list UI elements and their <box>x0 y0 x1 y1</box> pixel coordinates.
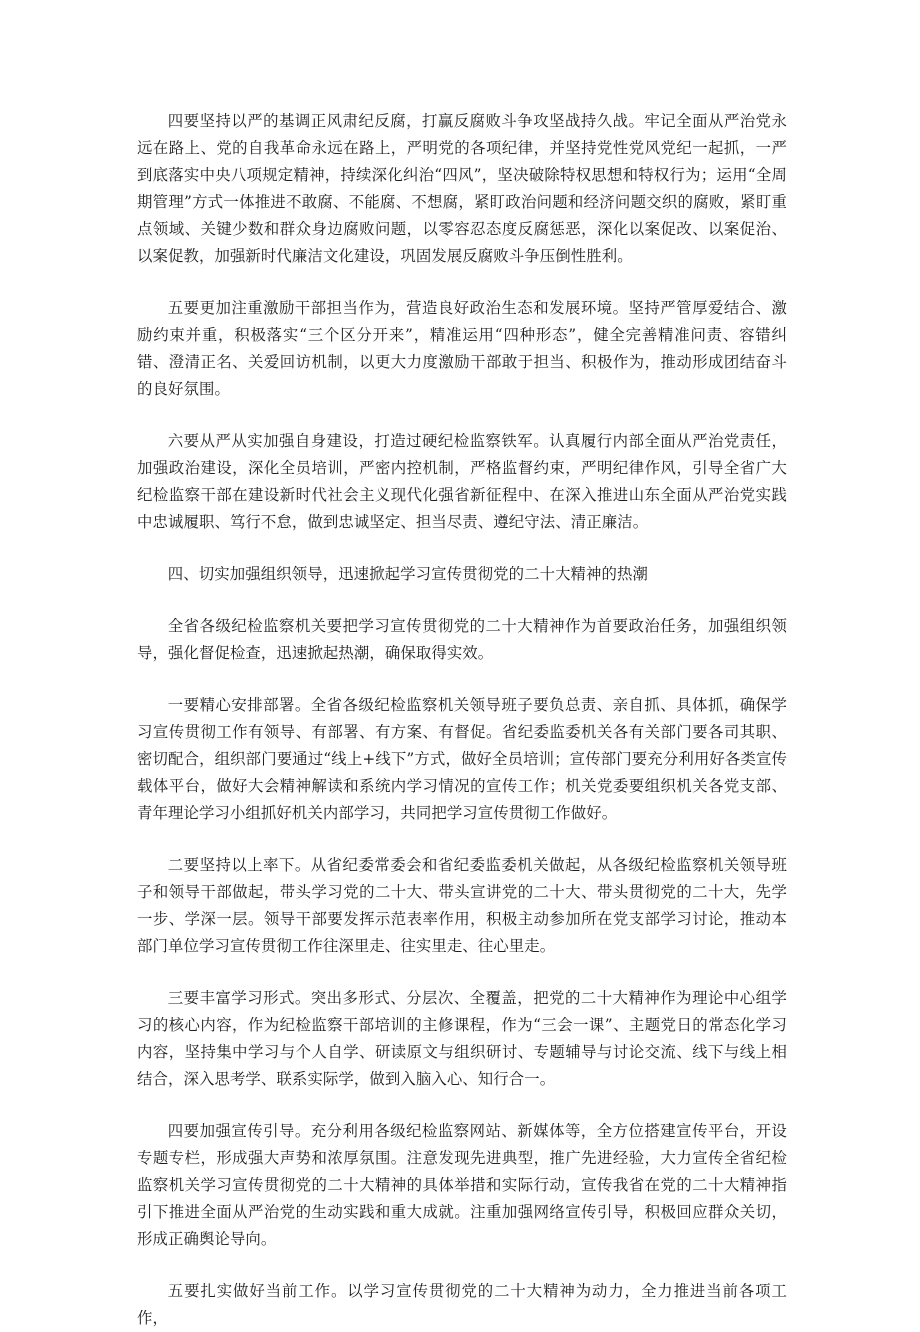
paragraph-lead-by-example: 二要坚持以上率下。从省纪委常委会和省纪委监委机关做起，从各级纪检监察机关领导班子和领导干部做起，带头学习党的二十大、带头宣讲党的二十大、带头贯彻党的二十大，先学一步、学深一层。领导干部要发挥示范表率作用，积极主动参加所在党支部学习讨论，推动本部门单位学习宣传贯彻工作往深里走、往实里走、往心里走。 <box>137 856 787 955</box>
paragraph-encourage-cadres: 五要更加注重激励干部担当作为，营造良好政治生态和发展环境。坚持严管厚爱结合、激励约束并重，积极落实“三个区分开来”，精准运用“四种形态”，健全完善精准问责、容错纠错、澄清正名、关爱回访机制，以更大力度激励干部敢于担当、积极作为，推动形成团结奋斗的良好氛围。 <box>137 299 787 398</box>
paragraph-current-work: 五要扎实做好当前工作。以学习宣传贯彻党的二十大精神为动力，全力推进当前各项工作， <box>137 1282 787 1327</box>
paragraph-study-forms: 三要丰富学习形式。突出多形式、分层次、全覆盖，把党的二十大精神作为理论中心组学习的核心内容，作为纪检监察干部培训的主修课程，作为“三会一课”、主题党日的常态化学习内容，坚持集中学习与个人自学、研读原文与组织研讨、专题辅导与讨论交流、线下与线上相结合，深入思考学、联系实际学，做到入脑入心、知行合一。 <box>137 989 787 1088</box>
section-heading-four: 四、切实加强组织领导，迅速掀起学习宣传贯彻党的二十大精神的热潮 <box>167 565 649 583</box>
paragraph-publicity: 四要加强宣传引导。充分利用各级纪检监察网站、新媒体等，全方位搭建宣传平台，开设专题专栏，形成强大声势和浓厚氛围。注意发现先进典型，推广先进经验，大力宣传全省纪检监察机关学习宣传贯彻党的二十大精神的具体举措和实际行动，宣传我省在党的二十大精神指引下推进全面从严治党的生动实践和重大成就。注重加强网络宣传引导，积极回应群众关切，形成正确舆论导向。 <box>137 1122 787 1248</box>
paragraph-leadership-intro: 全省各级纪检监察机关要把学习宣传贯彻党的二十大精神作为首要政治任务，加强组织领导，强化督促检查，迅速掀起热潮，确保取得实效。 <box>137 617 787 662</box>
paragraph-self-building: 六要从严从实加强自身建设，打造过硬纪检监察铁军。认真履行内部全面从严治党责任，加强政治建设，深化全员培训，严密内控机制，严格监督约束，严明纪律作风，引导全省广大纪检监察干部在建设新时代社会主义现代化强省新征程中、在深入推进山东全面从严治党实践中忠诚履职、笃行不怠，做到忠诚坚定、担当尽责、遵纪守法、清正廉洁。 <box>137 432 787 531</box>
document-page <box>137 108 787 1332</box>
paragraph-careful-planning: 一要精心安排部署。全省各级纪检监察机关领导班子要负总责、亲自抓、具体抓，确保学习宣传贯彻工作有领导、有部署、有方案、有督促。省纪委监委机关各有关部门要各司其职、密切配合，组织部门要通过“线上+线下”方式，做好全员培训；宣传部门要充分利用好各类宣传载体平台，做好大会精神解读和系统内学习情况的宣传工作；机关党委要组织机关各党支部、青年理论学习小组抓好机关内部学习，共同把学习宣传贯彻工作做好。 <box>137 696 787 822</box>
paragraph-strict-anti-corruption: 四要坚持以严的基调正风肃纪反腐，打赢反腐败斗争攻坚战持久战。牢记全面从严治党永远在路上、党的自我革命永远在路上，严明党的各项纪律，并坚持党性党风党纪一起抓，一严到底落实中央八项规定精神，持续深化纠治“四风”，坚决破除特权思想和特权行为；运用“全周期管理”方式一体推进不敢腐、不能腐、不想腐，紧盯政治问题和经济问题交织的腐败，紧盯重点领域、关键少数和群众身边腐败问题，以零容忍态度反腐惩恶，深化以案促改、以案促治、以案促教，加强新时代廉洁文化建设，巩固发展反腐败斗争压倒性胜利。 <box>137 112 787 265</box>
